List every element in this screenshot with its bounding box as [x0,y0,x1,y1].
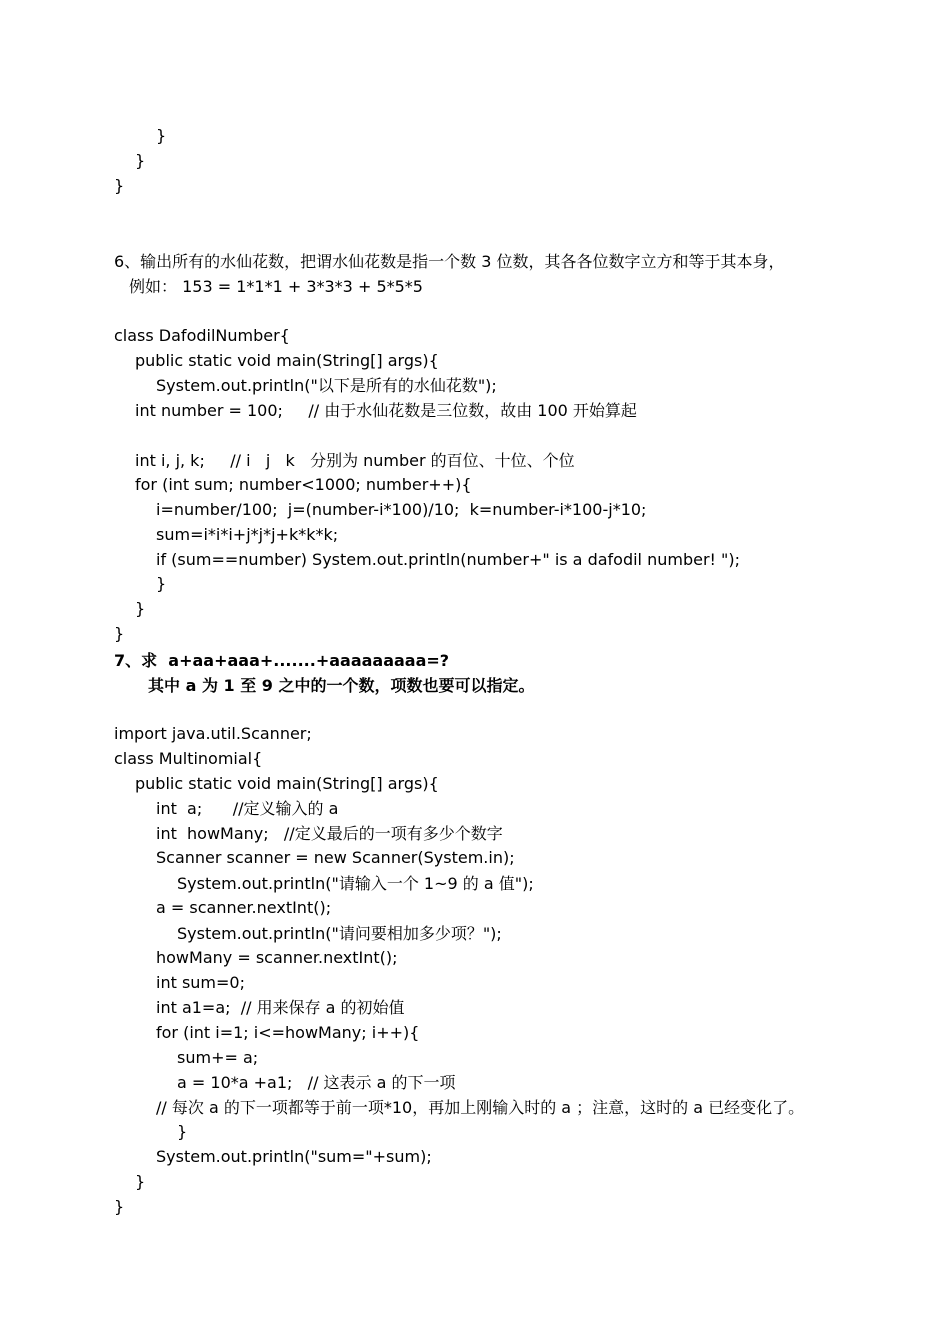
code-line: sum+= a; [177,1048,259,1067]
code-line: int howMany; //定义最后的一项有多少个数字 [156,824,503,843]
code-line: System.out.println("请问要相加多少项？"); [177,924,502,943]
code-line: } [156,126,167,145]
code-line: int number = 100; // 由于水仙花数是三位数，故由 100 开始算起 [135,401,637,420]
code-line: for (int sum; number<1000; number++){ [135,475,472,494]
code-line: } [177,1122,188,1141]
code-line: public static void main(String[] args){ [135,774,439,793]
code-line: } [114,1197,125,1216]
code-line: } [156,574,167,593]
code-line: } [135,1172,146,1191]
code-line: } [114,624,125,643]
code-line: System.out.println("sum="+sum); [156,1147,432,1166]
code-line: howMany = scanner.nextInt(); [156,948,398,967]
code-line: public static void main(String[] args){ [135,351,439,370]
code-line: int i, j, k; // i j k 分别为 number 的百位、十位、个位 [135,451,575,470]
code-line: Scanner scanner = new Scanner(System.in); [156,848,515,867]
code-line: System.out.println("请输入一个 1~9 的 a 值"); [177,874,534,893]
code-line: int sum=0; [156,973,245,992]
code-line: int a1=a; // 用来保存 a 的初始值 [156,998,405,1017]
code-line: System.out.println("以下是所有的水仙花数"); [156,376,497,395]
code-line: } [135,151,146,170]
code-line: } [114,176,125,195]
section-7-heading: 7、求 a+aa+aaa+.......+aaaaaaaaa=? [114,651,450,670]
code-line: sum=i*i*i+j*j*j+k*k*k; [156,525,339,544]
code-line: class Multinomial{ [114,749,263,768]
code-line: i=number/100; j=(number-i*100)/10; k=number-i*100-j*10; [156,500,647,519]
section-6-example: 例如： 153 = 1*1*1 + 3*3*3 + 5*5*5 [129,277,423,296]
code-line: for (int i=1; i<=howMany; i++){ [156,1023,420,1042]
code-line: a = scanner.nextInt(); [156,898,332,917]
section-7-subheading: 其中 a 为 1 至 9 之中的一个数，项数也要可以指定。 [148,676,535,695]
code-line: a = 10*a +a1; // 这表示 a 的下一项 [177,1073,456,1092]
code-line: int a; //定义输入的 a [156,799,339,818]
code-line: class DafodilNumber{ [114,326,290,345]
code-comment-line: // 每次 a 的下一项都等于前一项*10，再加上刚输入时的 a ；注意，这时的 a 已经变化了。 [156,1098,805,1117]
code-line: if (sum==number) System.out.println(number+" is a dafodil number! "); [156,550,741,569]
code-line: import java.util.Scanner; [114,724,312,743]
code-line: } [135,599,146,618]
section-6-heading: 6、输出所有的水仙花数，把谓水仙花数是指一个数 3 位数，其各各位数字立方和等于其本身， [114,252,785,271]
